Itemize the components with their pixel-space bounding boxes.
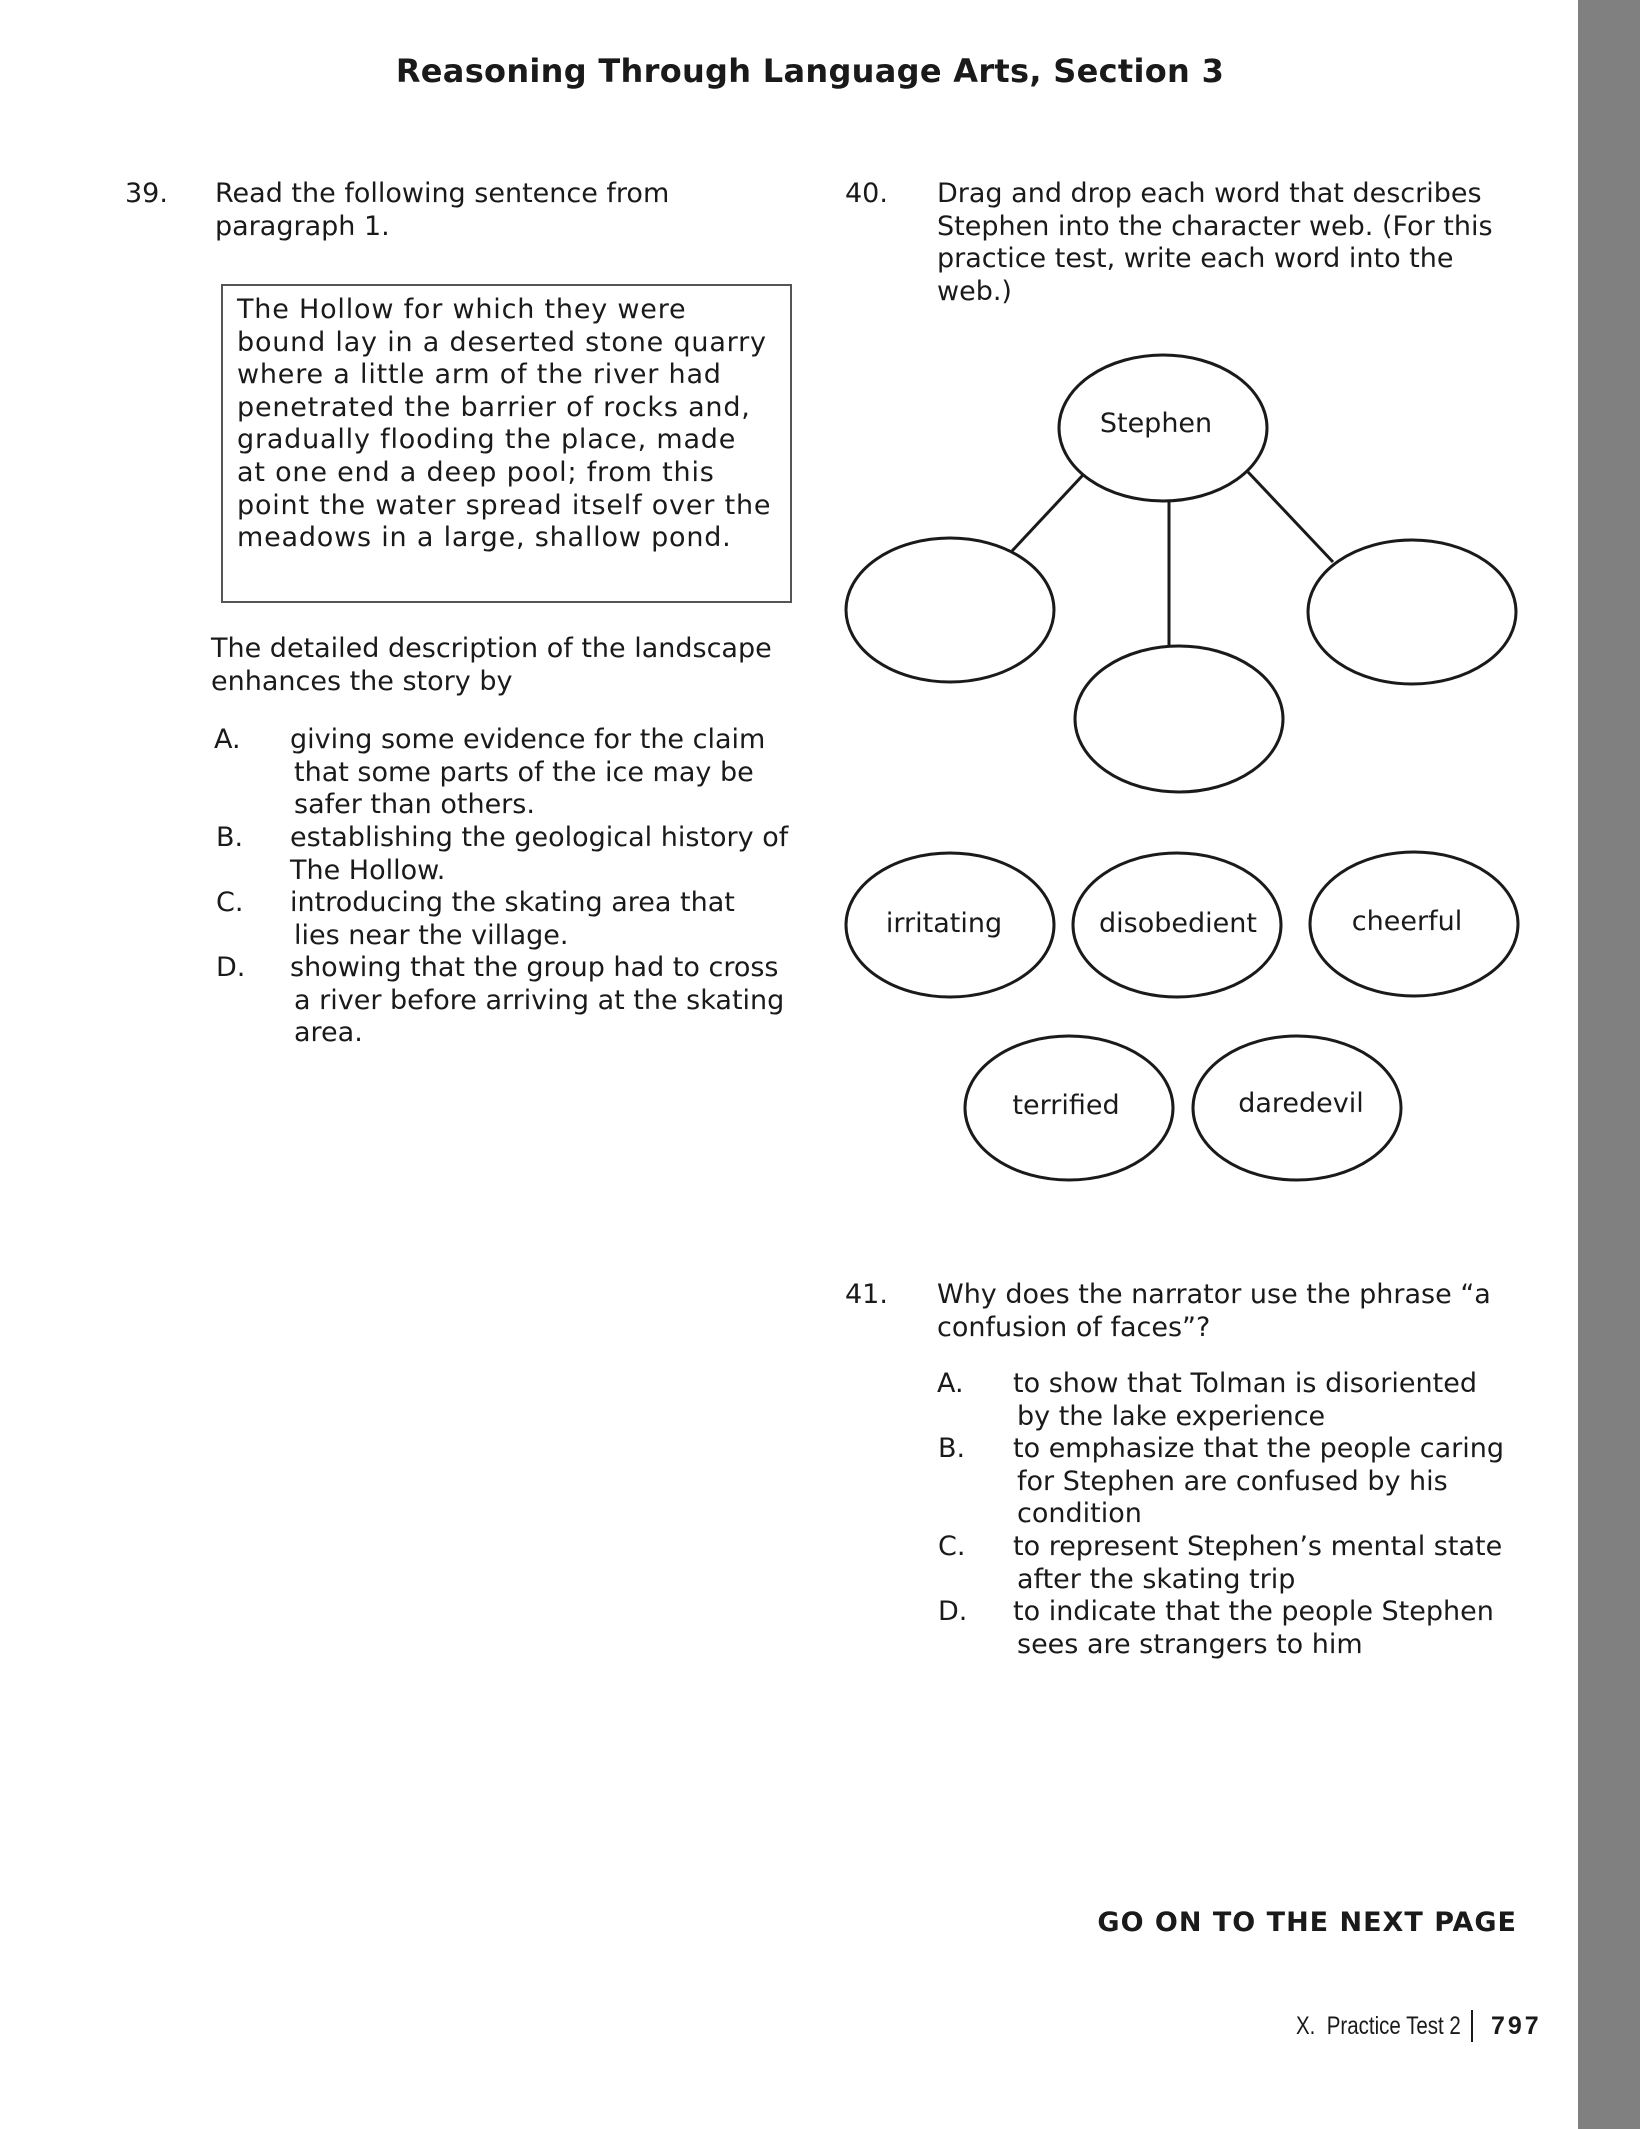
word-chip-irritating[interactable]: irritating [885, 908, 1003, 939]
option-line: by the lake experience [1017, 1400, 1326, 1432]
word-chip-disobedient[interactable]: disobedient [1099, 908, 1257, 939]
web-connector-right [1248, 472, 1333, 562]
web-drop-slot-right[interactable] [1308, 540, 1516, 684]
option-line: area. [294, 1017, 363, 1049]
prompt-line: Drag and drop each word that describes [937, 178, 1482, 209]
go-on-next-page-label: GO ON TO THE NEXT PAGE [1097, 1907, 1517, 1938]
option-line: giving some evidence for the claim [290, 724, 766, 755]
option-line: to indicate that the people Stephen [1013, 1596, 1494, 1627]
chapter-label: X. Practice Test 2 [1296, 2011, 1461, 2040]
page-number: 797 [1491, 2011, 1542, 2040]
stem-line: The detailed description of the landscape [211, 633, 772, 664]
option-line: The Hollow. [290, 854, 446, 886]
web-connector-left [1012, 475, 1083, 551]
option-line: condition [1017, 1498, 1142, 1530]
option-text [1013, 1531, 1533, 1596]
option-letter: C. [938, 1531, 966, 1562]
excerpt-line: penetrated the barrier of rocks and, [237, 391, 751, 423]
option-line: for Stephen are confused by his [1017, 1465, 1448, 1497]
web-drop-slot-left[interactable] [846, 538, 1054, 682]
web-center-label: Stephen [1099, 408, 1213, 439]
prompt-line: paragraph 1. [215, 210, 390, 242]
question-number: 40. [845, 178, 888, 209]
option-line: a river before arriving at the skating [294, 984, 785, 1016]
excerpt-line: bound lay in a deserted stone quarry [237, 326, 767, 358]
option-line: safer than others. [294, 789, 535, 821]
option-line: that some parts of the ice may be [294, 756, 754, 788]
option-letter: D. [938, 1596, 968, 1627]
excerpt-line: gradually flooding the place, made [237, 424, 737, 456]
footer-divider [1471, 2010, 1473, 2042]
option-text [1013, 1368, 1533, 1433]
excerpt-line: point the water spread itself over the [237, 489, 772, 521]
web-drop-slot-middle[interactable] [1075, 646, 1283, 792]
question-prompt [937, 1279, 1537, 1344]
prompt-line: web.) [937, 275, 1012, 307]
word-chip-cheerful[interactable]: cheerful [1351, 906, 1463, 937]
option-letter: C. [216, 887, 244, 918]
option-line: introducing the skating area that [290, 887, 735, 918]
option-line: to represent Stephen’s mental state [1013, 1531, 1503, 1562]
option-line: after the skating trip [1017, 1563, 1296, 1595]
word-chip-terrified[interactable]: terrified [1012, 1090, 1120, 1121]
option-text [1013, 1433, 1533, 1531]
option-letter: A. [214, 724, 241, 755]
option-text [1013, 1596, 1533, 1661]
stem-line: enhances the story by [211, 665, 513, 697]
prompt-line: Why does the narrator use the phrase “a [937, 1279, 1491, 1310]
question-number: 41. [845, 1279, 888, 1310]
excerpt-line: The Hollow for which they were [237, 294, 687, 325]
excerpt-line: meadows in a large, shallow pond. [237, 522, 732, 554]
option-letter: A. [937, 1368, 964, 1399]
option-line: to show that Tolman is disoriented [1013, 1368, 1477, 1399]
option-line: lies near the village. [294, 919, 569, 951]
option-letter: D. [216, 952, 246, 983]
question-number: 39. [125, 178, 168, 209]
option-line: sees are strangers to him [1017, 1628, 1363, 1660]
prompt-line: practice test, write each word into the [937, 243, 1454, 275]
excerpt-line: where a little arm of the river had [237, 359, 722, 391]
option-line: showing that the group had to cross [290, 952, 779, 983]
prompt-line: Stephen into the character web. (For this [937, 210, 1493, 242]
option-letter: B. [938, 1433, 966, 1464]
prompt-line: confusion of faces”? [937, 1311, 1211, 1343]
page-title-text: Reasoning Through Language Arts, Section 3 [395, 52, 1225, 90]
excerpt-line: at one end a deep pool; from this [237, 456, 715, 488]
option-line: to emphasize that the people caring [1013, 1433, 1504, 1464]
option-line: establishing the geological history of [290, 822, 789, 853]
prompt-line: Read the following sentence from [215, 178, 670, 209]
word-chip-daredevil[interactable]: daredevil [1238, 1088, 1364, 1119]
option-letter: B. [216, 822, 244, 853]
page-footer [1296, 2008, 1542, 2044]
